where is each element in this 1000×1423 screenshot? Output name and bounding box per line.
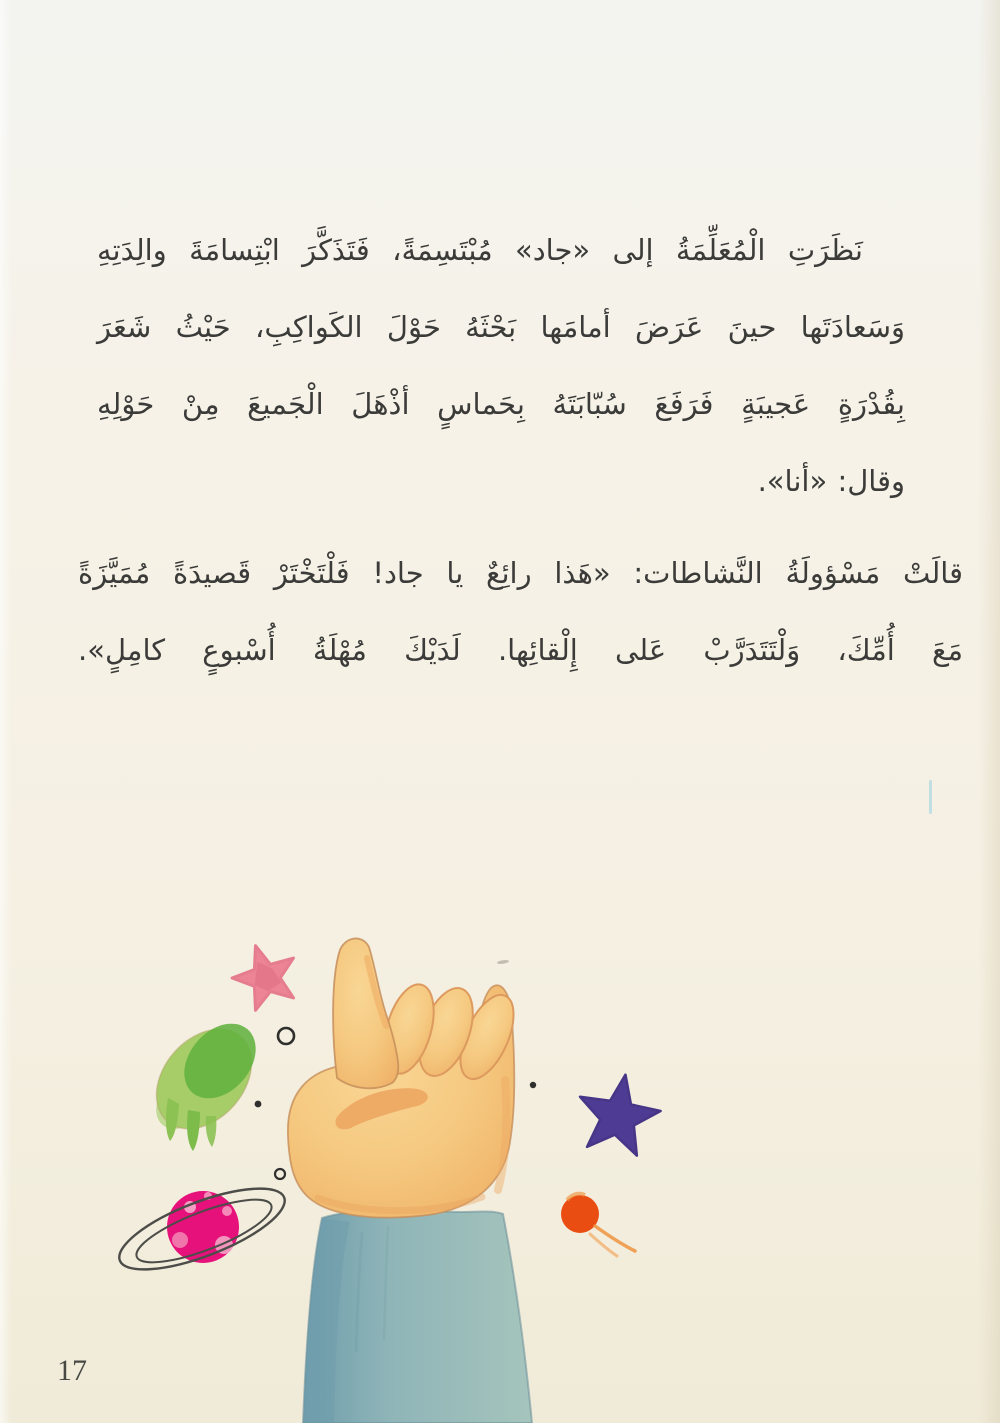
faint-dash <box>497 959 509 964</box>
page-number: 17 <box>57 1354 87 1387</box>
story-line: وَسَعادَتَها حينَ عَرَضَ أمامَها بَحْثَهُ حَوْلَ الكَواكِبِ، حَيْثُ شَعَرَ <box>97 310 905 344</box>
green-comet <box>137 1010 271 1151</box>
small-ring-icon <box>278 1028 294 1044</box>
small-ring-icon <box>275 1169 285 1179</box>
story-line: قالَتْ مَسْؤولَةُ النَّشاطات: «هَذا رائِعٌ يا جاد! فَلْتَخْتَرْ قَصيدَةً مُمَيَّزَةً <box>78 556 963 590</box>
orange-planet <box>561 1194 635 1256</box>
ink-dot <box>530 1082 536 1088</box>
pink-star <box>225 936 305 1014</box>
story-line: وقال: «أنا». <box>757 464 905 498</box>
ink-dot <box>255 1101 262 1108</box>
hand-illustration <box>288 938 532 1423</box>
purple-star <box>572 1068 666 1159</box>
story-line: مَعَ أُمِّكَ، وَلْتَتَدَرَّبْ عَلى إِلْقائِها. لَدَيْكَ مُهْلَةُ أُسْبوعٍ كامِلٍ». <box>78 633 963 667</box>
story-line: نَظَرَتِ الْمُعَلِّمَةُ إلى «جاد» مُبْتَسِمَةً، فَتَذَكَّرَ ابْتِسامَةَ والِدَتِهِ <box>97 233 863 267</box>
saturn-planet <box>110 1172 294 1285</box>
story-line: بِقُدْرَةٍ عَجيبَةٍ فَرَفَعَ سُبّابَتَهُ بِحَماسٍ أذْهَلَ الْجَميعَ مِنْ حَوْلِهِ <box>97 387 905 421</box>
